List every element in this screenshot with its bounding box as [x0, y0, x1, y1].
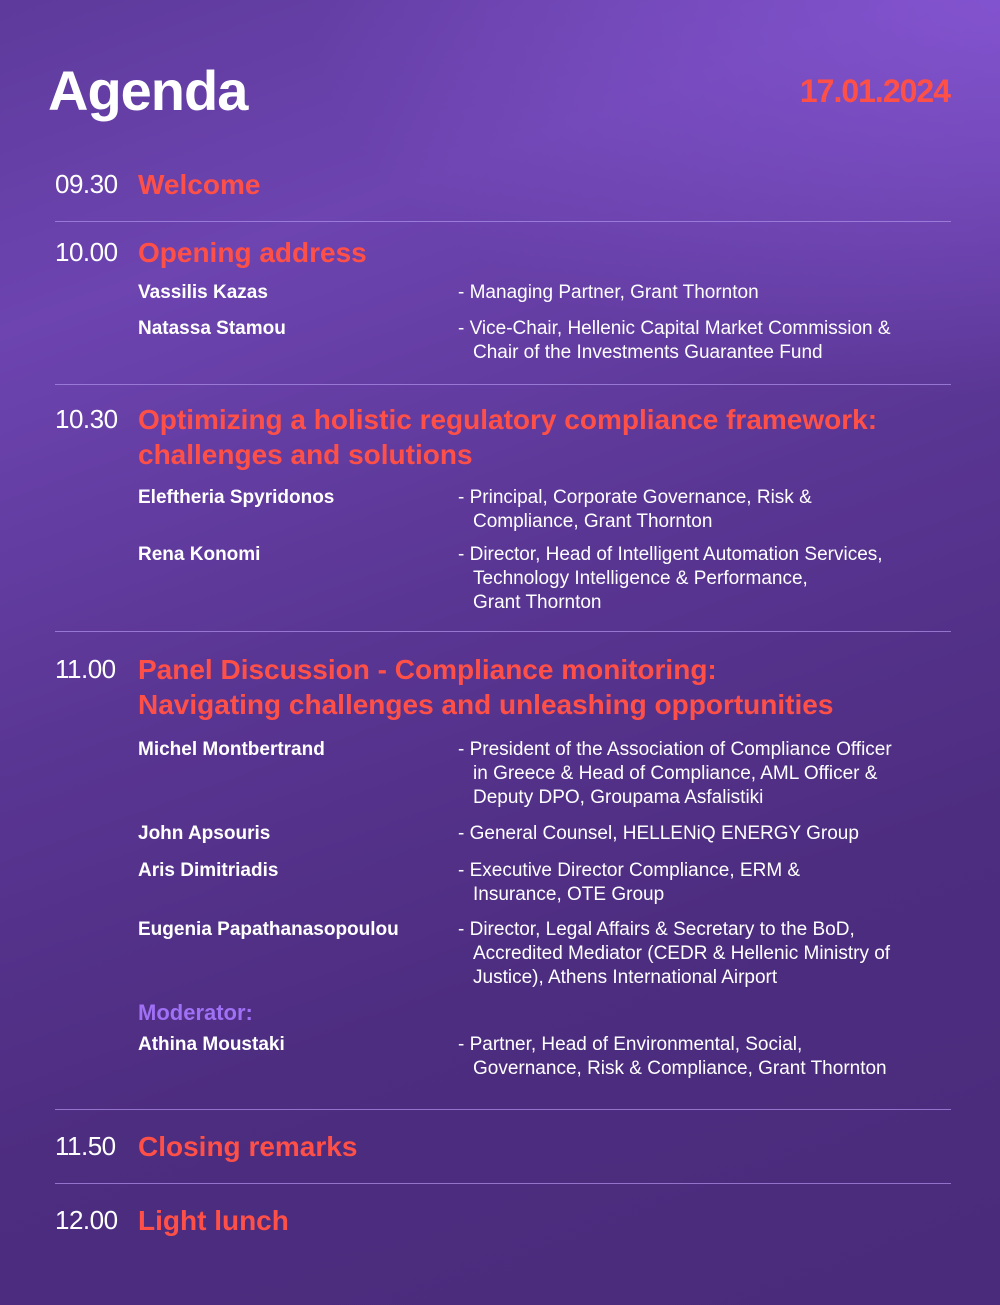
speaker-role: [458, 738, 892, 810]
speaker-name: John Apsouris: [138, 823, 271, 844]
session-title: [138, 235, 367, 270]
speaker-role-line: Chair of the Investments Guarantee Fund: [473, 342, 823, 363]
speaker-role: [458, 822, 859, 846]
speaker-role-line: Justice), Athens International Airport: [473, 967, 778, 988]
speaker-role-line: in Greece & Head of Compliance, AML Officer &: [473, 763, 878, 784]
speaker-role: [458, 918, 890, 990]
speaker-role: [458, 543, 883, 615]
session-title-line: Panel Discussion - Compliance monitoring:: [138, 654, 717, 685]
session-time: 11.50: [55, 1131, 116, 1161]
session-title-line: challenges and solutions: [138, 439, 473, 470]
speaker-role-line: - Director, Legal Affairs & Secretary to the BoD,: [458, 919, 855, 940]
session-title: [138, 1129, 357, 1164]
moderator-label: Moderator:: [138, 1000, 253, 1025]
speaker-role-line: Grant Thornton: [473, 592, 602, 613]
session-time: 10.30: [55, 404, 118, 434]
session-title-line: Closing remarks: [138, 1131, 358, 1162]
session-time: 10.00: [55, 237, 118, 267]
session-title: [138, 1203, 289, 1238]
section-divider: [55, 384, 951, 385]
speaker-role-line: Insurance, OTE Group: [473, 884, 665, 905]
speaker-role-line: - Principal, Corporate Governance, Risk &: [458, 487, 812, 508]
session-time: 12.00: [55, 1205, 118, 1235]
speaker-role: [458, 317, 891, 365]
speaker-role: [458, 281, 759, 305]
speaker-role-line: Governance, Risk & Compliance, Grant Thornton: [473, 1058, 887, 1079]
session-title: [138, 402, 877, 472]
speaker-role-line: Accredited Mediator (CEDR & Hellenic Ministry of: [473, 943, 891, 964]
speaker-role-line: - Executive Director Compliance, ERM &: [458, 860, 801, 881]
speaker-role: [458, 1033, 887, 1081]
session-title: [138, 652, 833, 722]
speaker-name: Rena Konomi: [138, 544, 261, 565]
speaker-role-line: Compliance, Grant Thornton: [473, 511, 713, 532]
speaker-role-line: - Partner, Head of Environmental, Social,: [458, 1034, 803, 1055]
speaker-role-line: Deputy DPO, Groupama Asfalistiki: [473, 787, 764, 808]
speaker-role-line: - President of the Association of Compliance Officer: [458, 739, 892, 760]
session-title-line: Welcome: [138, 169, 261, 200]
speaker-name: Eleftheria Spyridonos: [138, 487, 335, 508]
speaker-role: [458, 486, 812, 534]
speaker-name: Michel Montbertrand: [138, 739, 325, 760]
speaker-role-line: - Director, Head of Intelligent Automation Services,: [458, 544, 883, 565]
page-title: Agenda: [48, 59, 248, 122]
speaker-name: Eugenia Papathanasopoulou: [138, 919, 399, 940]
speaker-name: Athina Moustaki: [138, 1034, 285, 1055]
speaker-name: Aris Dimitriadis: [138, 860, 279, 881]
speaker-role-line: - Vice-Chair, Hellenic Capital Market Commission &: [458, 318, 891, 339]
section-divider: [55, 1183, 951, 1184]
session-title-line: Light lunch: [138, 1205, 289, 1236]
speaker-role-line: - General Counsel, HELLENiQ ENERGY Group: [458, 823, 859, 844]
section-divider: [55, 1109, 951, 1110]
session-title: [138, 167, 260, 202]
session-title-line: Optimizing a holistic regulatory compliance framework:: [138, 404, 878, 435]
session-time: 09.30: [55, 169, 118, 199]
session-time: 11.00: [55, 654, 116, 684]
speaker-role-line: - Managing Partner, Grant Thornton: [458, 282, 759, 303]
session-title-line: Navigating challenges and unleashing opportunities: [138, 689, 834, 720]
speaker-role: [458, 859, 800, 907]
speaker-role-line: Technology Intelligence & Performance,: [473, 568, 808, 589]
event-date: 17.01.2024: [799, 73, 950, 109]
speaker-name: Vassilis Kazas: [138, 282, 268, 303]
section-divider: [55, 221, 951, 222]
session-title-line: Opening address: [138, 237, 367, 268]
section-divider: [55, 631, 951, 632]
speaker-name: Natassa Stamou: [138, 318, 286, 339]
